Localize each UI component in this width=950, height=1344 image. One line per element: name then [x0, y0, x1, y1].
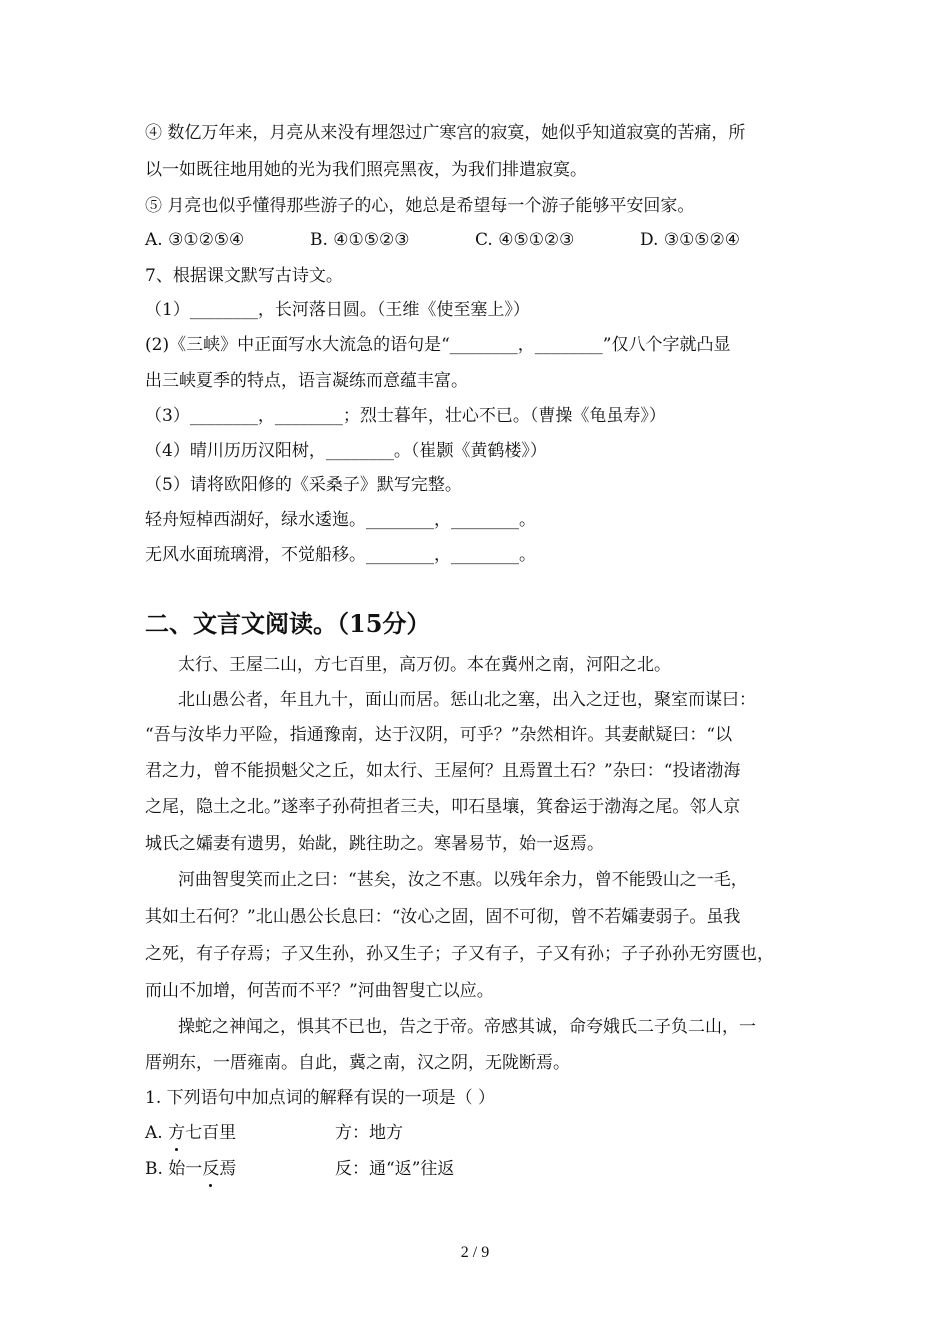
text-line: ⑤ 月亮也似乎懂得那些游子的心，她总是希望每一个游子能够平安回家。: [145, 196, 695, 216]
option-label: B. 始一: [145, 1159, 203, 1179]
option-explanation: 方：地方: [335, 1123, 403, 1143]
option-d: D. ③①⑤②④: [640, 230, 741, 250]
passage-line: 城氏之孀妻有遗男，始龀，跳往助之。寒暑易节，始一返焉。: [145, 834, 604, 854]
option-b: B. ④①⑤②③: [310, 230, 410, 250]
passage-line: 厝朔东，一厝雍南。自此，冀之南，汉之阴，无陇断焉。: [145, 1053, 570, 1073]
passage-line: 操蛇之神闻之，惧其不已也，告之于帝。帝感其诚，命夸娥氏二子负二山，一: [178, 1017, 756, 1037]
passage-line: 而山不加增，何苦而不平？”河曲智叟亡以应。: [145, 981, 494, 1001]
question-7-item-5: （5）请将欧阳修的《采桑子》默写完整。: [145, 475, 462, 495]
passage-line: 太行、王屋二山，方七百里，高万仞。本在冀州之南，河阳之北。: [178, 655, 671, 675]
question-1-option-b: [145, 1157, 815, 1181]
question-1-option-a: [145, 1121, 815, 1145]
question-7-item-4: （4）晴川历历汉阳树，________。（崔颢《黄鹤楼》）: [145, 441, 547, 461]
q6-options: [145, 228, 815, 252]
poem-line: 无风水面琉璃滑，不觉船移。________，________。: [145, 545, 536, 565]
option-c: C. ④⑤①②③: [475, 230, 575, 250]
option-explanation: 反：通“返”往返: [335, 1159, 455, 1179]
dotted-word: 方: [168, 1123, 186, 1143]
passage-line: 其如土石何？”北山愚公长息曰：“汝心之固，固不可彻，曾不若孀妻弱子。虽我: [145, 907, 741, 927]
question-1: 1. 下列语句中加点词的解释有误的一项是（ ）: [145, 1088, 496, 1108]
option-a: A. ③①②⑤④: [145, 230, 245, 250]
passage-line: 之尾，隐土之北。”遂率子孙荷担者三夫，叩石垦壤，箕畚运于渤海之尾。邻人京: [145, 797, 741, 817]
section-heading: 二、文言文阅读。（15分）: [145, 609, 431, 638]
question-7-item-1: （1）________，长河落日圆。（王维《使至塞上》）: [145, 300, 530, 320]
poem-line: 轻舟短棹西湖好，绿水逶迤。________，________。: [145, 510, 536, 530]
question-7-item-3: （3）________，________；烈士暮年，壮心不已。（曹操《龟虽寿》）: [145, 406, 666, 426]
passage-line: 之死，有子存焉；子又生孙，孙又生子；子又有子，子又有孙；子子孙孙无穷匮也，: [145, 944, 774, 964]
passage-line: 君之力，曾不能损魁父之丘，如太行、王屋何？且焉置土石？”杂曰：“投诸渤海: [145, 761, 741, 781]
text-line: 以一如既往地用她的光为我们照亮黑夜，为我们排遣寂寞。: [145, 160, 587, 180]
question-7-item-2: (2)《三峡》中正面写水大流急的语句是“________，________”仅八个字就凸显: [145, 335, 731, 355]
dotted-word: 反: [202, 1159, 220, 1179]
option-text: 焉: [219, 1159, 237, 1179]
question-7-title: 7、根据课文默写古诗文。: [145, 266, 343, 286]
passage-line: 河曲智叟笑而止之曰：“甚矣，汝之不惠。以残年余力，曾不能毁山之一毛，: [178, 870, 748, 890]
option-text: 七百里: [185, 1123, 237, 1143]
page-number: 2 / 9: [460, 1244, 490, 1261]
option-label: A.: [145, 1123, 169, 1143]
passage-line: 北山愚公者，年且九十，面山而居。惩山北之塞，出入之迂也，聚室而谋曰：: [178, 690, 756, 710]
passage-line: “吾与汝毕力平险，指通豫南，达于汉阴，可乎？”杂然相许。其妻献疑曰：“以: [145, 725, 733, 745]
question-7-item-2-cont: 出三峡夏季的特点，语言凝练而意蕴丰富。: [145, 371, 468, 391]
text-line: ④ 数亿万年来，月亮从来没有埋怨过广寒宫的寂寞，她似乎知道寂寞的苦痛，所: [145, 123, 746, 143]
